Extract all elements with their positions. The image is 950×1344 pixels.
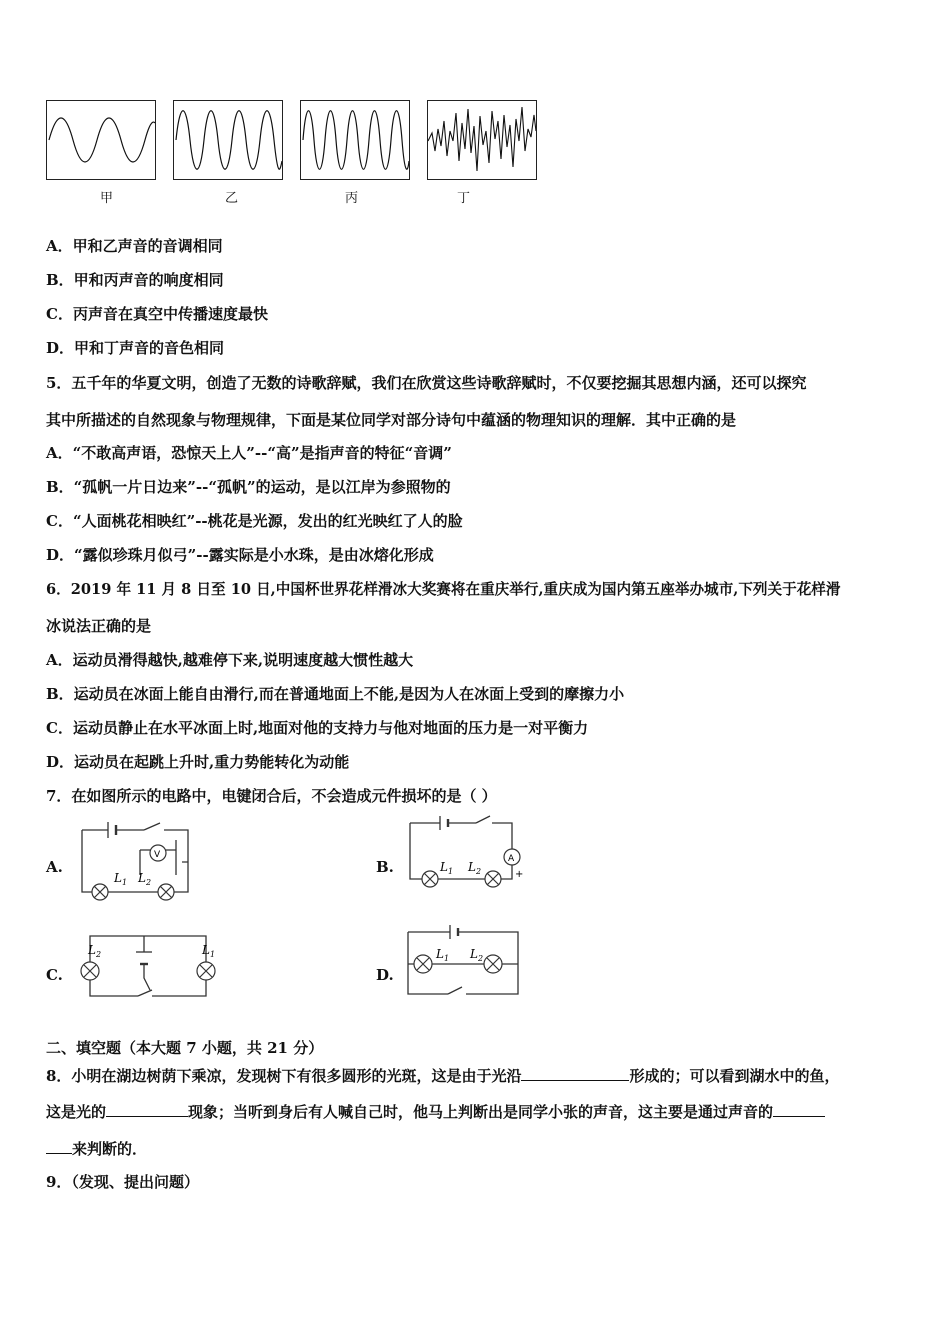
waveform-label-yi: 乙 (225, 191, 239, 206)
ammeter-label: A (508, 854, 515, 864)
q7-option-a-label[interactable]: A. (46, 858, 63, 876)
lamp-l1-label: $L_1$ (436, 947, 450, 963)
lamp-l2-label: $L_2$ (138, 871, 152, 887)
q6-stem-line1: 6．2019 年 11 月 8 日至 10 日,中国杯世界花样滑冰大奖赛将在重庆举行,重庆成为国内第五座举办城市,下列关于花样滑 (46, 581, 841, 598)
q7-option-b-label[interactable]: B. (376, 858, 394, 876)
q9-stem: 9．（发现、提出问题） (46, 1173, 199, 1191)
q5-stem-line1: 5．五千年的华夏文明，创造了无数的诗歌辞赋，我们在欣赏这些诗歌辞赋时，不仅要挖掘其思想内涵，还可以探究 (46, 374, 807, 392)
q8-line2 (46, 1100, 825, 1122)
q8-text-1b: 形成的；可以看到湖水中的鱼， (629, 1067, 840, 1085)
waveform-yi (173, 100, 283, 180)
circuit-a-diagram[interactable] (76, 820, 196, 910)
q6-option-b[interactable]: B．运动员在冰面上能自由滑行,而在普通地面上不能,是因为人在冰面上受到的摩擦力小 (46, 685, 625, 703)
plus-sign: + (515, 869, 524, 880)
q8-blank-2[interactable] (106, 1100, 188, 1117)
q5-option-a[interactable]: A．“不敢高声语，恐惊天上人”--“高”是指声音的特征“音调” (46, 444, 452, 462)
lamp-l1-label: $L_1$ (440, 860, 454, 876)
q6-option-a[interactable]: A．运动员滑得越快,越难停下来,说明速度越大惯性越大 (46, 651, 414, 669)
q8-text-1a: 8．小明在湖边树荫下乘凉，发现树下有很多圆形的光斑，这是由于光沿 (46, 1067, 522, 1085)
q8-text-2b: 现象；当听到身后有人喊自己时，他马上判断出是同学小张的声音，这主要是通过声音的 (188, 1103, 774, 1121)
waveform-label-ding: 丁 (457, 191, 471, 206)
waveform-bing (300, 100, 410, 180)
q4-option-c[interactable]: C．丙声音在真空中传播速度最快 (46, 305, 268, 323)
q5-option-b[interactable]: B．“孤帆一片日边来”--“孤帆”的运动，是以江岸为参照物的 (46, 478, 451, 496)
waveform-label-bing: 丙 (345, 191, 359, 206)
q4-option-b[interactable]: B．甲和丙声音的响度相同 (46, 271, 224, 289)
q6-option-d[interactable]: D．运动员在起跳上升时,重力势能转化为动能 (46, 753, 350, 771)
q8-text-2a: 这是光的 (46, 1103, 107, 1121)
q8-blank-3[interactable] (773, 1100, 825, 1117)
q5-stem-line2: 其中所描述的自然现象与物理规律，下面是某位同学对部分诗句中蕴涵的物理知识的理解．其中正确的是 (46, 411, 737, 429)
q4-option-a[interactable]: A．甲和乙声音的音调相同 (46, 237, 223, 255)
q5-option-c[interactable]: C．“人面桃花相映红”--桃花是光源，发出的红光映红了人的脸 (46, 512, 463, 530)
waveform-label-jia: 甲 (100, 191, 114, 206)
circuit-d-diagram[interactable] (404, 924, 524, 1000)
waveform-yi-graph (174, 101, 282, 179)
q7-option-d-label[interactable]: D. (376, 966, 394, 984)
circuit-c-diagram[interactable] (74, 930, 224, 1002)
q5-option-d[interactable]: D．“露似珍珠月似弓”--露实际是小水珠，是由冰熔化形成 (46, 546, 434, 564)
q6-stem-line2: 冰说法正确的是 (46, 617, 152, 635)
lamp-l1-label: $L_1$ (202, 943, 216, 959)
lamp-l2-label: $L_2$ (470, 947, 484, 963)
q8-line1 (46, 1064, 839, 1086)
waveform-ding (427, 100, 537, 180)
lamp-l2-label: $L_2$ (88, 943, 102, 959)
lamp-l1-label: $L_1$ (114, 871, 128, 887)
q6-option-c[interactable]: C．运动员静止在水平冰面上时,地面对他的支持力与他对地面的压力是一对平衡力 (46, 719, 589, 737)
q8-line3 (46, 1137, 147, 1159)
circuit-b-diagram[interactable] (404, 815, 529, 895)
waveform-jia (46, 100, 156, 180)
waveform-jia-graph (47, 101, 155, 179)
lamp-l2-label: $L_2$ (468, 860, 482, 876)
waveform-bing-graph (301, 101, 409, 179)
voltmeter-label: V (154, 850, 161, 860)
section-2-heading: 二、填空题（本大题 7 小题，共 21 分） (46, 1039, 324, 1057)
q7-stem: 7．在如图所示的电路中，电键闭合后，不会造成元件损坏的是（ ） (46, 787, 497, 805)
q8-text-3: 来判断的． (72, 1140, 148, 1158)
q8-blank-1[interactable] (521, 1064, 629, 1081)
q7-option-c-label[interactable]: C. (46, 966, 63, 984)
waveform-ding-graph (428, 101, 536, 179)
q8-blank-3-cont[interactable] (46, 1137, 72, 1154)
q4-option-d[interactable]: D．甲和丁声音的音色相同 (46, 339, 225, 357)
